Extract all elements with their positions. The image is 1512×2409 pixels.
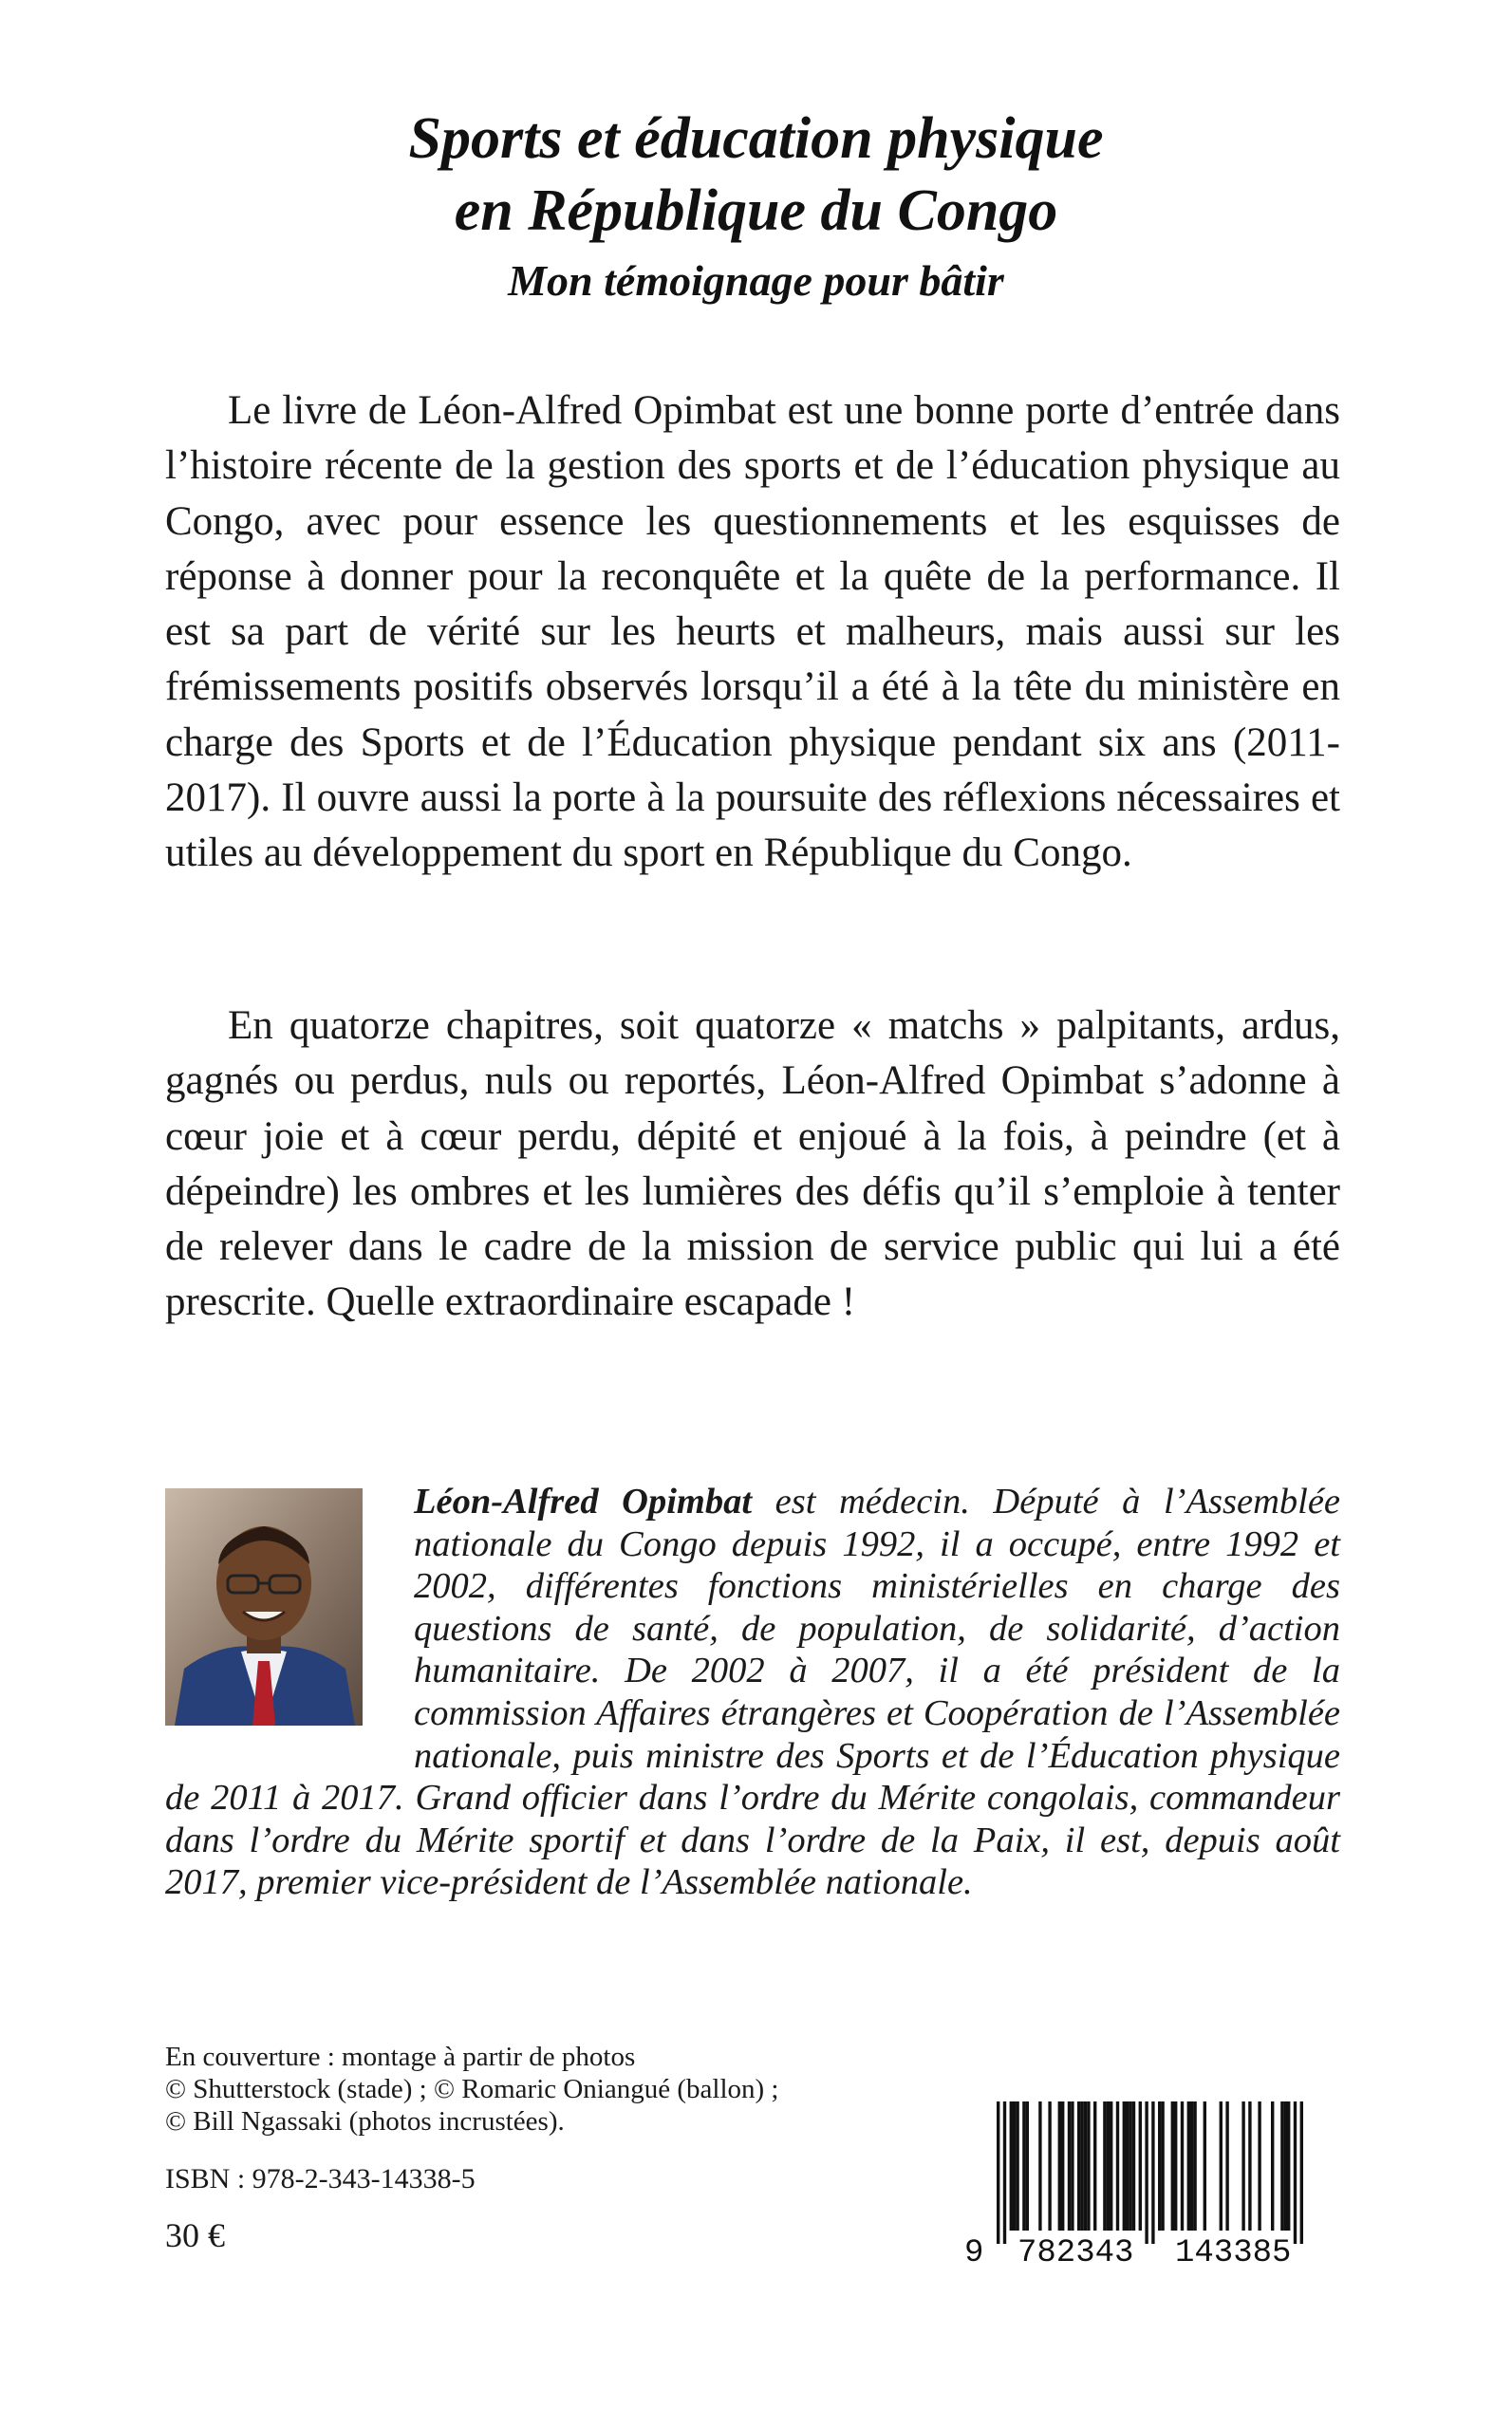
- barcode-bar: [1038, 2101, 1041, 2231]
- barcode-bar: [1271, 2101, 1274, 2231]
- photo-wrap-spacer: [165, 1481, 414, 1775]
- title-line-1: Sports et éducation physique: [408, 106, 1104, 171]
- barcode-bar: [1174, 2101, 1177, 2231]
- barcode-bar: [1010, 2101, 1013, 2231]
- credits-line: © Shutterstock (stade) ; © Romaric Oniangué (ballon) ;: [165, 2074, 779, 2104]
- credits-line: En couverture : montage à partir de photos: [165, 2042, 636, 2072]
- price: 30 €: [165, 2216, 225, 2254]
- barcode-bar: [1016, 2101, 1018, 2231]
- description-paragraph-1: Le livre de Léon-Alfred Opimbat est une bonne porte d’entrée dans l’histoire récente de la gestion des sports et de l’éducation physique au Congo, avec pour essence les questionnements et les esquisses de réponse à donner pour la reconquête et la quête de la performance. Il est sa part de vérité sur les heurts et malheurs, mais aussi sur les frémissements positifs observés lorsqu’il a été à la tête du ministère en charge des Sports et de l’Éducation physique pendant six ans (2011-2017). Il ouvre aussi la porte à la poursuite des réflexions nécessaires et utiles au développement du sport en République du Congo.: [165, 388, 1340, 876]
- barcode-bar: [1126, 2101, 1129, 2231]
- barcode-bar: [1058, 2101, 1061, 2231]
- book-subtitle: Mon témoignage pour bâtir: [508, 256, 1004, 305]
- credits-line: © Bill Ngassaki (photos incrustées).: [165, 2106, 565, 2137]
- barcode-bar: [1107, 2101, 1110, 2231]
- book-title: [0, 103, 1512, 247]
- barcode-right-digits: 143385: [1175, 2235, 1292, 2269]
- barcode-bar: [1077, 2101, 1080, 2231]
- barcode-bar: [1145, 2101, 1148, 2244]
- barcode-bar: [1300, 2101, 1303, 2244]
- author-bio: [165, 1481, 1340, 1904]
- barcode: [959, 2098, 1338, 2269]
- barcode-bar: [1258, 2101, 1260, 2231]
- barcode-bar: [1193, 2101, 1196, 2231]
- barcode-bar: [1080, 2101, 1083, 2231]
- barcode-bar: [997, 2101, 999, 2244]
- barcode-bar: [1013, 2101, 1016, 2231]
- barcode-bar: [1287, 2101, 1290, 2231]
- barcode-bar: [1003, 2101, 1006, 2244]
- author-name: Léon-Alfred Opimbat: [414, 1482, 753, 1522]
- barcode-left-digits: 782343: [1017, 2235, 1134, 2269]
- cover-credits: [165, 2041, 778, 2138]
- barcode-bar: [1280, 2101, 1283, 2231]
- barcode-bar: [1068, 2101, 1071, 2231]
- author-bio-text: est médecin. Député à l’Assemblée nationale du Congo depuis 1992, il a occupé, entre 1992 et 2002, différentes fonctions ministérielles en charge des questions de santé, de population, de solidarité, d’action humanitaire. De 2002 à 2007, il a été président de la commission Affaires étrangères et Coopération de l’Assemblée nationale, puis ministre des Sports et de l’Éducation physique de 2011 à 2017. Grand officier dans l’ordre du Mérite congolais, commandeur dans l’ordre du Mérite sportif et dans l’ordre de la Paix, il est, depuis août 2017, premier vice-président de l’Assemblée nationale.: [165, 1482, 1341, 1903]
- barcode-bar: [1129, 2101, 1131, 2231]
- description-paragraph-2: En quatorze chapitres, soit quatorze « matchs » palpitants, ardus, gagnés ou perdus, nuls ou reportés, Léon-Alfred Opimbat s’adonne à cœur joie et à cœur perdu, dépité et enjoué à la fois, à peindre (et à dépeindre) les ombres et les lumières des défis qu’il s’emploie à tenter de relever dans le cadre de la mission de service public qui lui a été prescrite. Quelle extraordinaire escapade !: [165, 1003, 1340, 1325]
- isbn: ISBN : 978-2-343-14338-5: [165, 2163, 476, 2194]
- barcode-bar: [1087, 2101, 1090, 2231]
- barcode-bar: [1139, 2101, 1142, 2231]
- barcode-bar: [1061, 2101, 1064, 2231]
- barcode-bar: [1022, 2101, 1025, 2231]
- barcode-bar: [1110, 2101, 1112, 2231]
- barcode-bar: [1116, 2101, 1119, 2231]
- barcode-bar: [1048, 2101, 1051, 2231]
- barcode-bar: [1084, 2101, 1087, 2231]
- barcode-bar: [1187, 2101, 1190, 2231]
- barcode-bar: [1158, 2101, 1161, 2231]
- barcode-bar: [1171, 2101, 1174, 2231]
- barcode-bar: [1294, 2101, 1297, 2244]
- barcode-bar: [1093, 2101, 1096, 2231]
- barcode-bar: [1161, 2101, 1164, 2231]
- barcode-first-digit: 9: [964, 2235, 984, 2269]
- barcode-bar: [1071, 2101, 1073, 2231]
- barcode-bar: [1132, 2101, 1135, 2231]
- barcode-bar: [1123, 2101, 1126, 2231]
- barcode-bar: [1181, 2101, 1184, 2231]
- barcode-bar: [1225, 2101, 1228, 2231]
- title-line-2: en République du Congo: [454, 178, 1058, 243]
- barcode-bar: [1248, 2101, 1251, 2231]
- barcode-bar: [1103, 2101, 1106, 2231]
- barcode-bar: [1241, 2101, 1244, 2231]
- barcode-bar: [1026, 2101, 1029, 2231]
- barcode-bar: [1204, 2101, 1206, 2231]
- barcode-bar: [1220, 2101, 1223, 2231]
- barcode-bar: [1151, 2101, 1154, 2244]
- barcode-bar: [1284, 2101, 1287, 2231]
- barcode-bar: [1190, 2101, 1193, 2231]
